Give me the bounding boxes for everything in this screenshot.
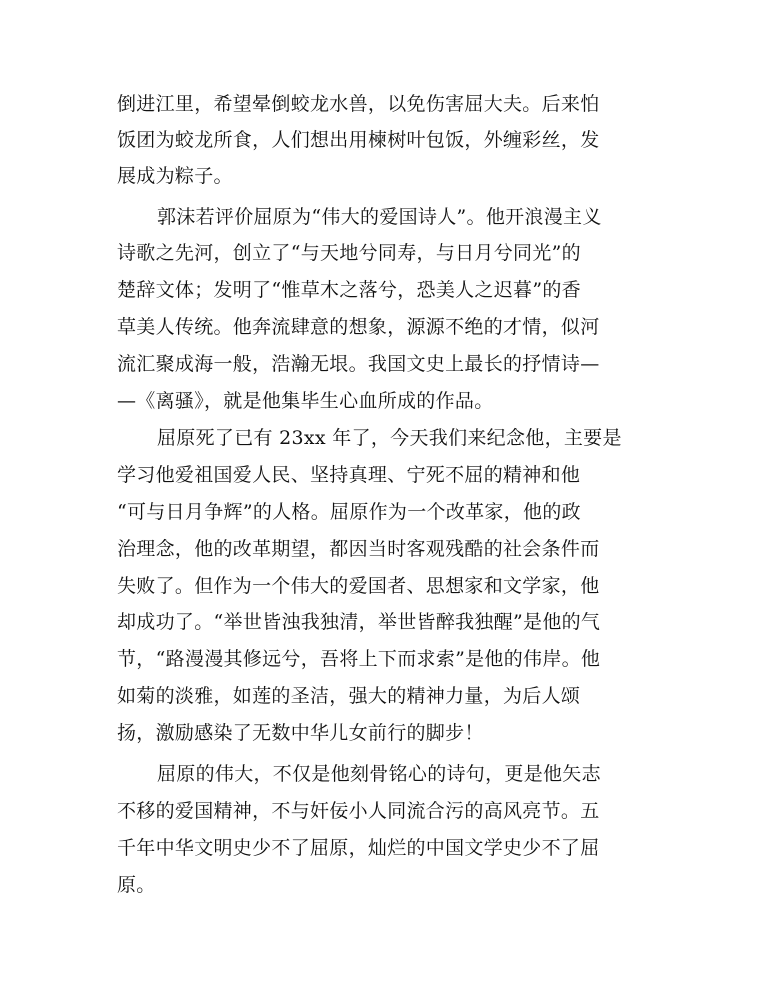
text-line: —《离骚》，就是他集毕生心血所成的作品。 (117, 390, 494, 412)
text-line: 原。 (117, 874, 156, 896)
text-line: 诗歌之先河，创立了“与天地兮同寿，与日月兮同光”的 (117, 242, 581, 264)
text-line: 展成为粽子。 (117, 165, 233, 187)
text-line: 如菊的淡雅，如莲的圣洁，强大的精神力量，为后人颂 (117, 685, 581, 707)
text-line: 节，“路漫漫其修远兮，吾将上下而求索”是他的伟岸。他 (117, 648, 601, 670)
paragraph-first-line: 屈原的伟大，不仅是他刻骨铭心的诗句，更是他矢志 (157, 763, 601, 785)
text-line: 失败了。但作为一个伟大的爱国者、思想家和文学家，他 (117, 575, 600, 597)
text-line: 学习他爱祖国爱人民、坚持真理、宁死不屈的精神和他 (117, 464, 581, 486)
text-line: 倒进江里，希望晕倒蛟龙水兽，以免伤害屈大夫。后来怕 (117, 93, 600, 115)
paragraph-first-line: 屈原死了已有 23xx 年了，今天我们来纪念他，主要是 (157, 427, 622, 449)
text-line: 流汇聚成海一般，浩瀚无垠。我国文史上最长的抒情诗— (117, 353, 600, 375)
paragraph-first-line: 郭沫若评价屈原为“伟大的爱国诗人”。他开浪漫主义 (157, 206, 602, 228)
text-line: 治理念，他的改革期望，都因当时客观残酷的社会条件而 (117, 538, 600, 560)
text-line: 千年中华文明史少不了屈原，灿烂的中国文学史少不了屈 (117, 837, 600, 859)
text-line: 却成功了。“举世皆浊我独清，举世皆醉我独醒”是他的气 (117, 611, 601, 633)
text-line: 饭团为蛟龙所食，人们想出用楝树叶包饭，外缠彩丝，发 (117, 129, 600, 151)
text-line: 扬，激励感染了无数中华儿女前行的脚步！ (117, 722, 484, 744)
text-line: 楚辞文体；发明了“惟草木之落兮，恐美人之迟暮”的香 (117, 279, 581, 301)
text-line: 草美人传统。他奔流肆意的想象，源源不绝的才情，似河 (117, 316, 600, 338)
text-line: 不移的爱国精神，不与奸佞小人同流合污的高风亮节。五 (117, 800, 600, 822)
text-line: “可与日月争辉”的人格。屈原作为一个改革家，他的政 (117, 501, 581, 523)
